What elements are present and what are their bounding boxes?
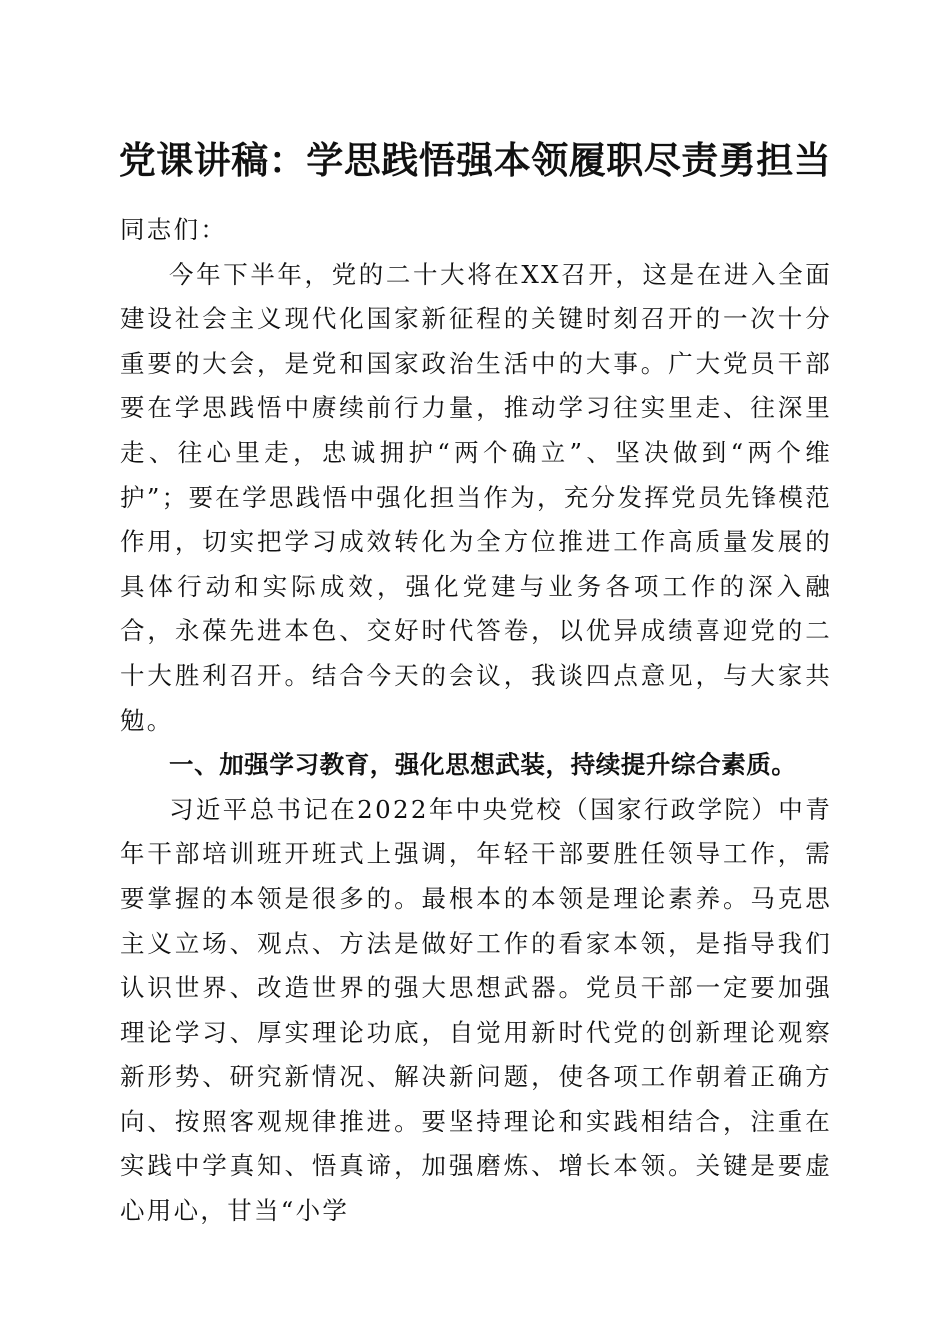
document-body (120, 208, 832, 1234)
section-heading-1: 一、加强学习教育，强化思想武装，持续提升综合素质。 (169, 750, 797, 780)
intro-paragraph: 今年下半年，党的二十大将在XX召开，这是在进入全面建设社会主义现代化国家新征程的关键时刻召开的一次十分重要的大会，是党和国家政治生活中的大事。广大党员干部要在学思践悟中赓续前行力量，推动学习往实里走、往深里走、往心里走，忠诚拥护“两个确立”、坚决做到“两个维护”；要在学思践悟中强化担当作为，充分发挥党员先锋模范作用，切实把学习成效转化为全方位推进工作高质量发展的具体行动和实际成效，强化党建与业务各项工作的深入融合，永葆先进本色、交好时代答卷，以优异成绩喜迎党的二十大胜利召开。结合今天的会议，我谈四点意见，与大家共勉。 (120, 259, 832, 735)
salutation: 同志们： (120, 215, 228, 244)
section-1-paragraph: 习近平总书记在2022年中央党校（国家行政学院）中青年干部培训班开班式上强调，年轻干部要胜任领导工作，需要掌握的本领是很多的。最根本的本领是理论素养。马克思主义立场、观点、方法是做好工作的看家本领，是指导我们认识世界、改造世界的强大思想武器。党员干部一定要加强理论学习、厚实理论功底，自觉用新时代党的创新理论观察新形势、研究新情况、解决新问题，使各项工作朝着正确方向、按照客观规律推进。要坚持理论和实践相结合，注重在实践中学真知、悟真谛，加强磨炼、增长本领。关键是要虚心用心，甘当“小学 (120, 794, 832, 1226)
document-title: 党课讲稿：学思践悟强本领履职尽责勇担当 (118, 138, 832, 182)
